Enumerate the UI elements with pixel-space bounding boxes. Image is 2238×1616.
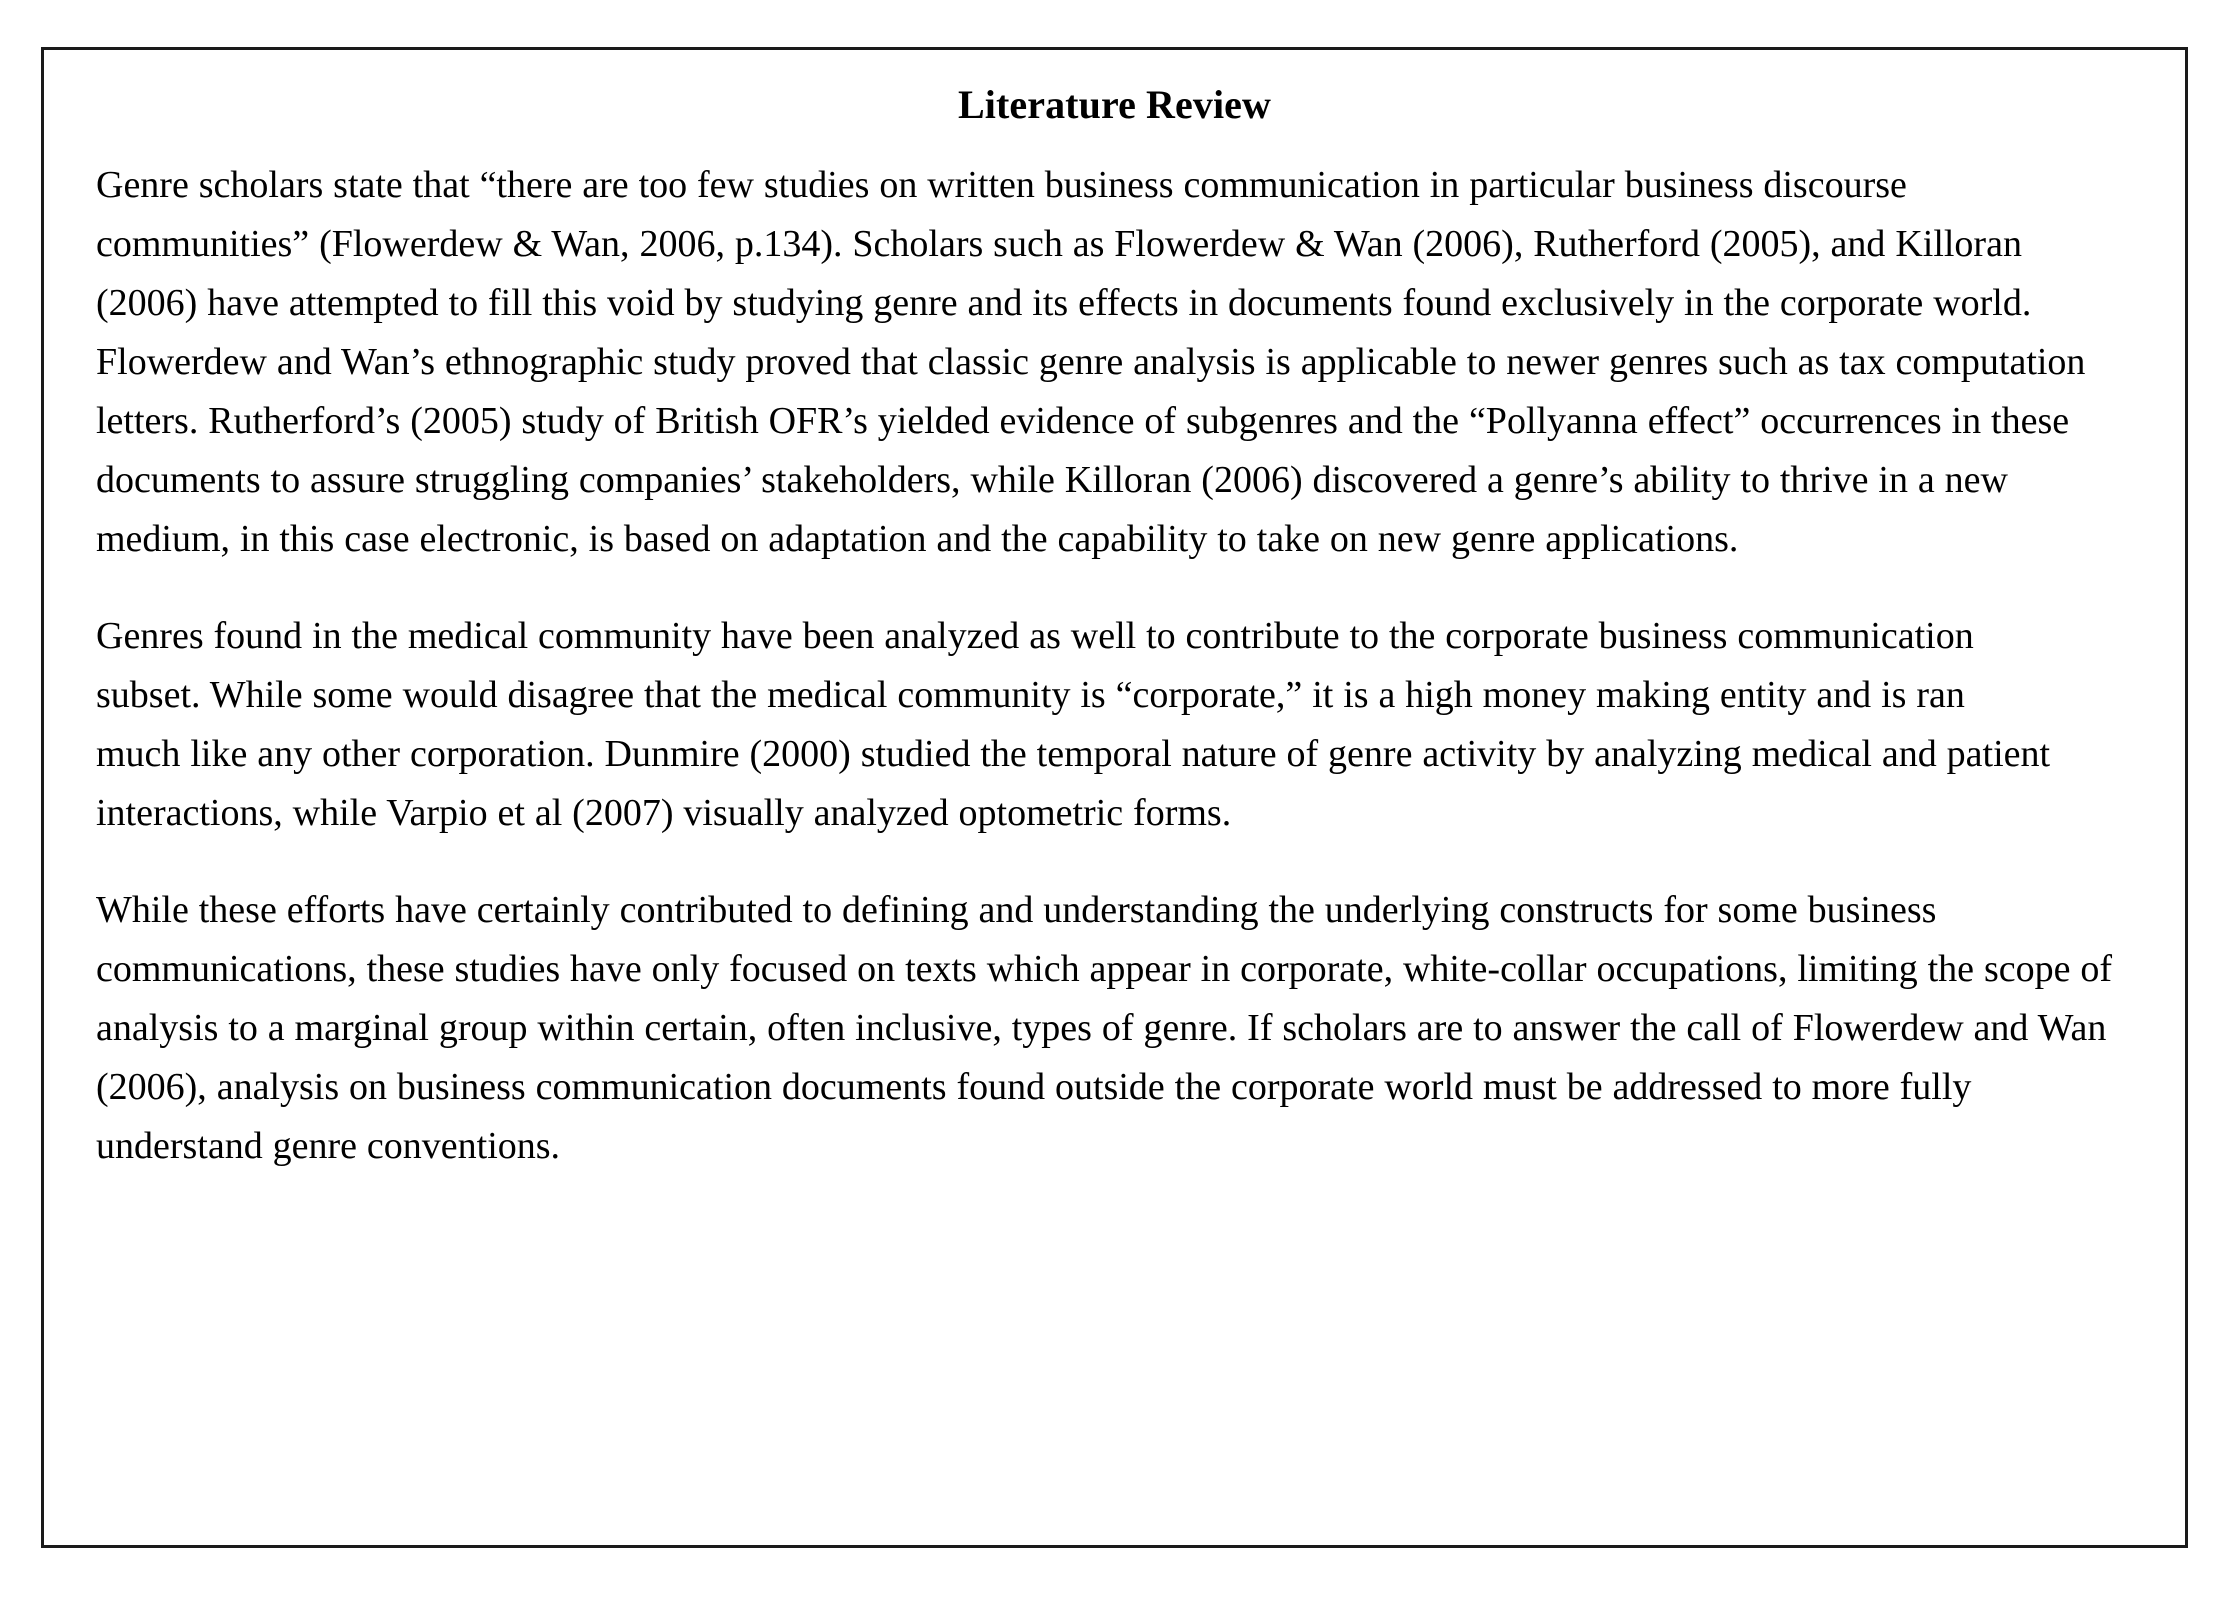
paragraph-3: While these efforts have certainly contributed to defining and understanding the underlying constructs for some business communications, these studies have only focused on texts which appear in corporate, white-collar occupations, limiting the scope of analysis to a marginal group within certain, often inclusive, types of genre. If scholars are to answer the call of Flowerdew and Wan (2006), analysis on business communication documents found outside the corporate world must be addressed to more fully understand genre conventions. xyxy=(96,889,2113,1167)
paragraph-1: Genre scholars state that “there are too few studies on written business communication in particular business discourse communities” (Flowerdew & Wan, 2006, p.134). Scholars such as Flowerdew & Wan (2006), Rutherford (2005), and Killoran (2006) have attempted to fill this void by studying genre and its effects in documents found exclusively in the corporate world. Flowerdew and Wan’s ethnographic study proved that classic genre analysis is applicable to newer genres such as tax computation letters. Rutherford’s (2005) study of British OFR’s yielded evidence of subgenres and the “Pollyanna effect” occurrences in these documents to assure struggling companies’ stakeholders, while Killoran (2006) discovered a genre’s ability to thrive in a new medium, in this case electronic, is based on adaptation and the capability to take on new genre applications. xyxy=(96,164,2086,560)
document-content-area xyxy=(44,50,2185,1545)
page-title: Literature Review xyxy=(957,82,1272,127)
document-body xyxy=(96,156,2133,1176)
paragraph-2: Genres found in the medical community have been analyzed as well to contribute to the corporate business communication subset. While some would disagree that the medical community is “corporate,” it is a high money making entity and is ran much like any other corporation. Dunmire (2000) studied the temporal nature of genre activity by analyzing medical and patient interactions, while Varpio et al (2007) visually analyzed optometric forms. xyxy=(96,615,2051,834)
document-page-frame xyxy=(41,47,2188,1548)
